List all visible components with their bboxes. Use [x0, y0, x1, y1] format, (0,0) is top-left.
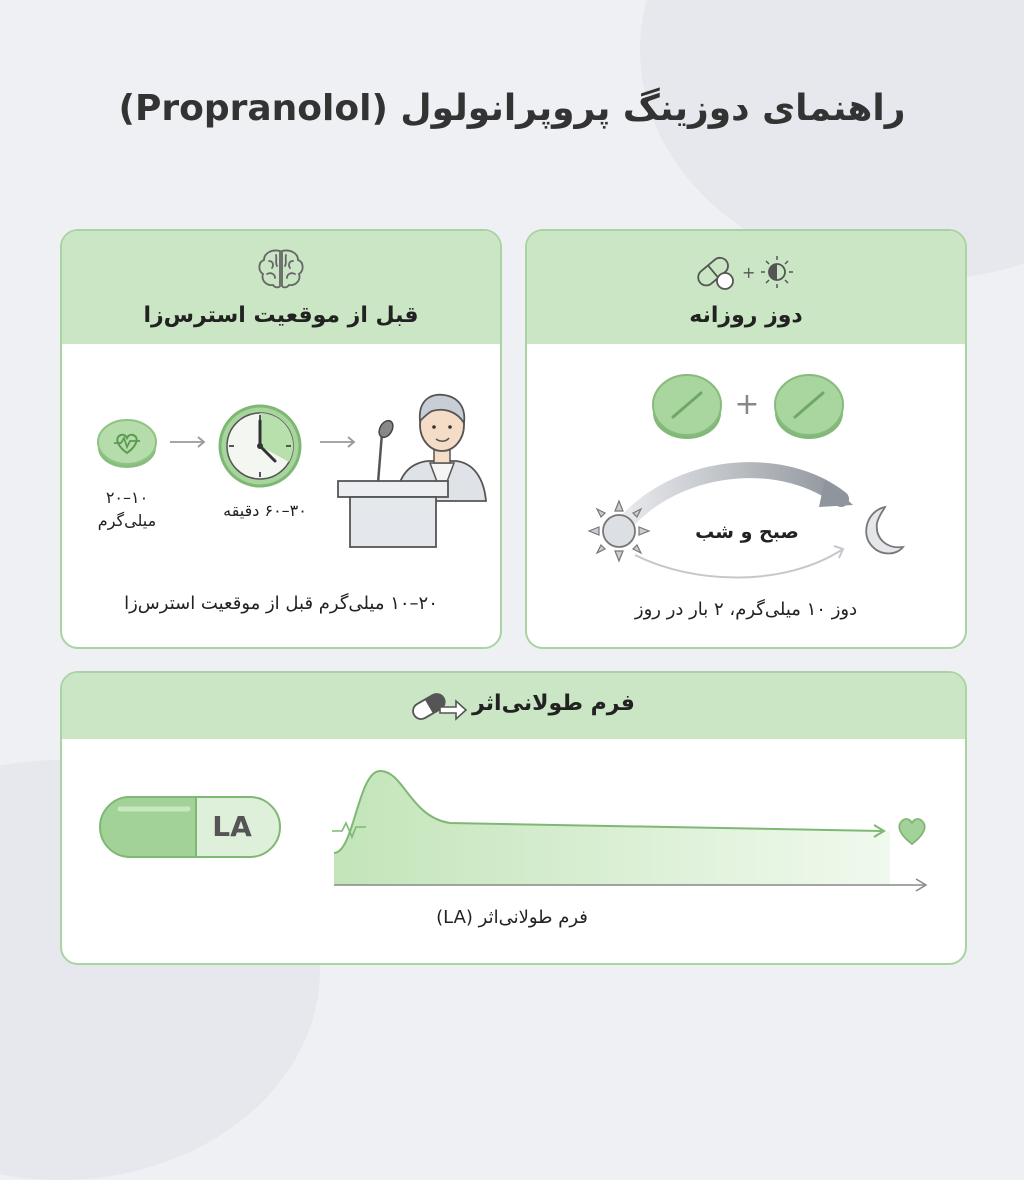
daily-summary: دوز ۱۰ میلی‌گرم، ۲ بار در روز	[634, 599, 858, 620]
la-capsule-label: LA	[212, 810, 252, 843]
tablet-icon	[773, 373, 845, 441]
brain-icon	[256, 247, 306, 291]
dose-unit-label: میلی‌گرم	[97, 511, 157, 530]
daily-dose-card-title: دوز روزانه	[689, 303, 803, 328]
dose-range-label: ۱۰–۲۰	[105, 488, 149, 507]
morning-evening-label: صبح و شب	[695, 521, 799, 543]
tablet-icon	[651, 373, 723, 441]
release-curve-chart	[330, 761, 940, 911]
clock-icon	[217, 403, 303, 489]
speaker-at-podium-illustration	[338, 383, 488, 548]
arrow-icon	[168, 436, 208, 448]
plus-sign: +	[734, 387, 760, 422]
pill-plus-sun-icon	[691, 251, 801, 293]
page-title: راهنمای دوزینگ پروپرانولول (Propranolol)	[118, 88, 906, 129]
svg-text:+: +	[742, 263, 756, 282]
stress-card	[60, 229, 502, 649]
sun-icon	[587, 499, 651, 563]
stress-summary: ۲۰–۱۰ میلی‌گرم قبل از موقعیت استرس‌زا	[124, 593, 438, 614]
heart-pulse-pill-icon	[96, 416, 158, 472]
daily-dose-card	[525, 229, 967, 649]
long-acting-card-title: فرم طولانی‌اثر	[472, 691, 635, 716]
long-acting-card	[60, 671, 967, 965]
heart-icon	[896, 816, 928, 846]
time-window-label: ۳۰–۶۰ دقیقه	[223, 501, 307, 520]
stress-card-title: قبل از موقعیت استرس‌زا	[143, 303, 419, 328]
long-acting-summary: فرم طولانی‌اثر (LA)	[436, 907, 588, 928]
moon-icon	[855, 503, 905, 559]
